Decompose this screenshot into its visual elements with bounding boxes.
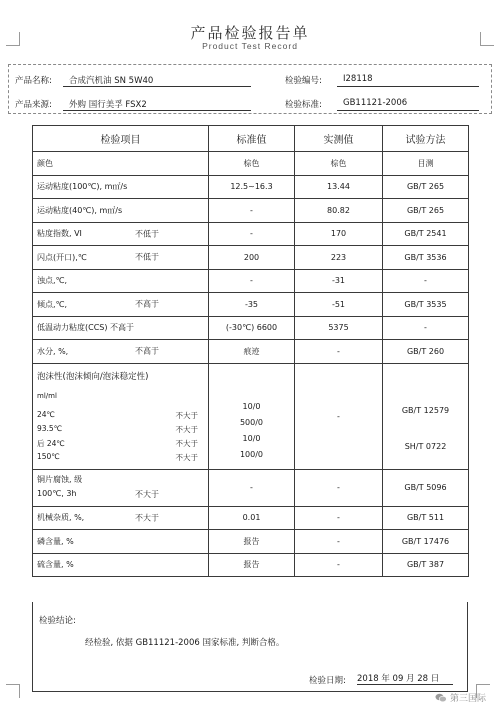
test-method: GB/T 265 <box>383 175 469 199</box>
item-cell <box>33 469 209 506</box>
info-row <box>9 93 491 115</box>
table-row <box>33 152 469 176</box>
report-subtitle: Product Test Record <box>202 41 298 51</box>
test-method: GB/T 17476 <box>383 530 469 554</box>
item-name: 闪点(开口),℃ <box>37 252 87 262</box>
table-row-foam <box>33 363 469 469</box>
limit-qualifier: 不高于 <box>110 323 135 333</box>
unit-label: ml/ml <box>37 392 57 400</box>
foam-condition: 150℃ 不大于 <box>37 452 198 462</box>
item-cell <box>33 246 209 270</box>
product-name-field[interactable]: 合成汽机油 SN 5W40 <box>63 69 251 87</box>
item-cell <box>33 363 209 469</box>
col-header-measured: 实测值 <box>295 126 383 152</box>
measured-value: - <box>295 340 383 364</box>
col-header-standard: 标准值 <box>209 126 295 152</box>
limit-qualifier: 不低于 <box>135 252 159 262</box>
item-name: 粘度指数, VI <box>37 229 82 239</box>
standard-value: 报告 <box>209 553 295 577</box>
standard-value: - <box>209 199 295 223</box>
conclusion-label: 检验结论: <box>39 616 76 626</box>
col-header-method: 试验方法 <box>383 126 469 152</box>
table-row-copper <box>33 469 469 506</box>
standard-value: - <box>209 222 295 246</box>
item-cell <box>33 506 209 530</box>
measured-value: 13.44 <box>295 175 383 199</box>
item-name: 颜色 <box>37 158 53 168</box>
standard-value: 痕迹 <box>209 340 295 364</box>
product-name-label: 产品名称: <box>15 76 52 86</box>
standard-value: 0.01 <box>209 506 295 530</box>
measured-value: 80.82 <box>295 199 383 223</box>
measured-value: 5375 <box>295 316 383 340</box>
test-method: GB/T 3535 <box>383 293 469 317</box>
table-row <box>33 340 469 364</box>
conclusion-section <box>32 602 468 692</box>
test-method: GB/T 5096 <box>383 469 469 506</box>
measured-value: 170 <box>295 222 383 246</box>
standard-value: 棕色 <box>209 152 295 176</box>
foam-condition: 后 24℃ 不大于 <box>37 439 198 448</box>
test-method: GB/T 3536 <box>383 246 469 270</box>
watermark-text: 第三国际 <box>449 694 486 704</box>
inspection-date-label: 检验日期: <box>309 676 346 686</box>
test-method: - <box>383 269 469 293</box>
wechat-icon <box>435 693 447 703</box>
limit-qualifier: 不低于 <box>135 229 159 239</box>
standard-value: 12.5~16.3 <box>209 175 295 199</box>
item-name: 浊点,℃, <box>37 276 68 286</box>
table-row <box>33 222 469 246</box>
test-method: GB/T 265 <box>383 199 469 223</box>
item-cell <box>33 199 209 223</box>
foam-condition: 93.5℃ 不大于 <box>37 424 198 434</box>
table-row <box>33 269 469 293</box>
watermark <box>435 691 486 704</box>
item-name: 泡沫性(泡沫倾向/泡沫稳定性) <box>37 372 149 382</box>
limit-qualifier: 不高于 <box>135 346 159 356</box>
standard-value: 200 <box>209 246 295 270</box>
standard-value: 10/0 500/0 10/0 100/0 <box>209 363 295 469</box>
item-condition: 100℃, 3h <box>37 488 77 498</box>
item-cell <box>33 530 209 554</box>
item-name: 硫含量, % <box>37 560 74 570</box>
col-header-item: 检验项目 <box>33 126 209 152</box>
item-name: 倾点,℃, <box>37 299 68 309</box>
test-method: GB/T 260 <box>383 340 469 364</box>
item-name: 机械杂质, %, <box>37 513 85 523</box>
inspection-date-value: 2018 年 09 月 28 日 <box>357 674 440 684</box>
report-title: 产品检验报告单 <box>190 24 310 42</box>
item-name: 运动粘度(40℃), m㎡/s <box>37 205 123 215</box>
test-number-field[interactable]: I28118 <box>337 69 479 87</box>
item-name: 低温动力粘度(CCS) <box>37 323 108 333</box>
item-name: 磷含量, % <box>37 536 74 546</box>
table-row <box>33 175 469 199</box>
measured-value: - <box>295 469 383 506</box>
table-row <box>33 530 469 554</box>
measured-value: - <box>295 530 383 554</box>
test-method: GB/T 387 <box>383 553 469 577</box>
standard-value: 报告 <box>209 530 295 554</box>
limit-qualifier: 不高于 <box>135 299 159 309</box>
test-number-label: 检验编号: <box>285 76 322 86</box>
item-name: 水分, %, <box>37 346 69 356</box>
product-source-field[interactable]: 外购 国行美孚 FSX2 <box>63 93 251 111</box>
limit-qualifier: 不大于 <box>135 513 159 523</box>
test-results-table <box>32 125 469 577</box>
standard-value: -35 <box>209 293 295 317</box>
info-row <box>9 69 491 91</box>
measured-value: -51 <box>295 293 383 317</box>
test-method: GB/T 511 <box>383 506 469 530</box>
product-info-box <box>8 64 492 114</box>
table-row <box>33 293 469 317</box>
test-method: - <box>383 316 469 340</box>
item-cell <box>33 152 209 176</box>
test-method: GB/T 2541 <box>383 222 469 246</box>
limit-qualifier: 不大于 <box>135 489 159 499</box>
test-standard-label: 检验标准: <box>285 100 322 110</box>
measured-value: 223 <box>295 246 383 270</box>
item-cell <box>33 553 209 577</box>
table-row <box>33 506 469 530</box>
measured-value: - <box>295 506 383 530</box>
table-row <box>33 553 469 577</box>
standard-value: - <box>209 269 295 293</box>
standard-value: - <box>209 469 295 506</box>
item-cell <box>33 316 209 340</box>
item-cell <box>33 269 209 293</box>
item-cell <box>33 222 209 246</box>
standard-value: (-30℃) 6600 <box>209 316 295 340</box>
measured-value: - <box>295 553 383 577</box>
measured-value: - <box>295 363 383 469</box>
item-cell <box>33 340 209 364</box>
item-name: 铜片腐蚀, 级 <box>37 474 83 484</box>
measured-value: 棕色 <box>295 152 383 176</box>
test-standard-field[interactable]: GB11121-2006 <box>337 93 479 111</box>
test-method: 目测 <box>383 152 469 176</box>
table-row <box>33 316 469 340</box>
date-underline <box>357 684 453 685</box>
test-method: GB/T 12579 SH/T 0722 <box>383 363 469 469</box>
table-header-row <box>33 126 469 152</box>
product-source-label: 产品来源: <box>15 100 52 110</box>
foam-condition: 24℃ 不大于 <box>37 410 198 420</box>
table-row <box>33 246 469 270</box>
item-cell <box>33 293 209 317</box>
item-name: 运动粘度(100℃), m㎡/s <box>37 182 128 192</box>
page-corner-mark <box>6 684 20 698</box>
table-row <box>33 199 469 223</box>
item-cell <box>33 175 209 199</box>
measured-value: -31 <box>295 269 383 293</box>
conclusion-text: 经检验, 依据 GB11121-2006 国家标准, 判断合格。 <box>85 638 285 648</box>
